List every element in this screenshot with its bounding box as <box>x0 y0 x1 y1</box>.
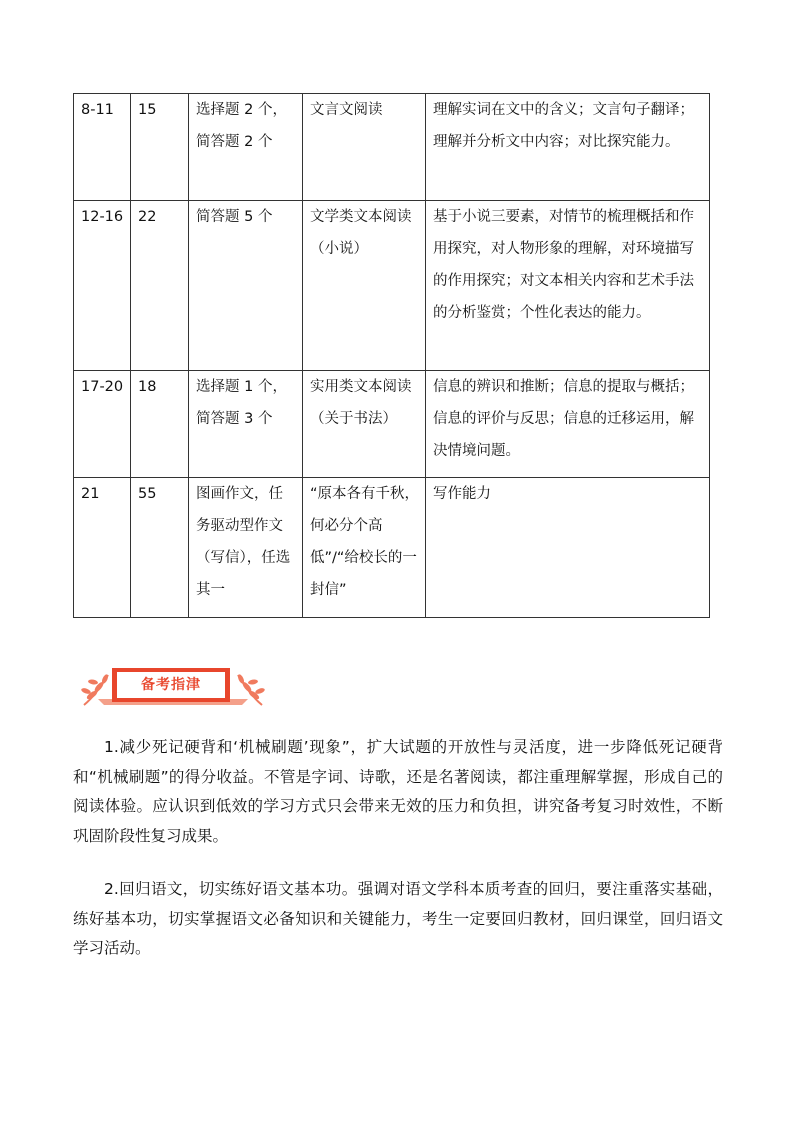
table-row <box>74 478 710 618</box>
question-type-cell: 简答题 5 个 <box>189 201 303 371</box>
ability-cell: 写作能力 <box>426 478 710 618</box>
exam-structure-table <box>73 93 710 618</box>
score-cell: 15 <box>131 94 189 201</box>
section-header <box>78 665 268 709</box>
question-type-cell: 图画作文，任务驱动型作文（写信），任选其一 <box>189 478 303 618</box>
content-cell: “原本各有千秋，何必分个高低”/“给校长的一封信” <box>303 478 426 618</box>
question-number-cell: 12-16 <box>74 201 131 371</box>
score-cell: 18 <box>131 371 189 478</box>
ability-cell: 信息的辨识和推断；信息的提取与概括；信息的评价与反思；信息的迁移运用，解决情境问题。 <box>426 371 710 478</box>
content-cell: 文言文阅读 <box>303 94 426 201</box>
ability-cell: 基于小说三要素，对情节的梳理概括和作用探究，对人物形象的理解，对环境描写的作用探究；对文本相关内容和艺术手法的分析鉴赏；个性化表达的能力。 <box>426 201 710 371</box>
question-number-cell: 21 <box>74 478 131 618</box>
guidance-paragraph-1: 1.减少死记硬背和‘机械刷题’现象”，扩大试题的开放性与灵活度，进一步降低死记硬背和“机械刷题”的得分收益。不管是字词、诗歌，还是名著阅读，都注重理解掌握，形成自己的阅读体验。应认识到低效的学习方式只会带来无效的压力和负担，讲究备考复习时效性，不断巩固阶段性复习成果。 <box>73 738 723 845</box>
question-number-cell: 17-20 <box>74 371 131 478</box>
ability-cell: 理解实词在文中的含义；文言句子翻译；理解并分析文中内容；对比探究能力。 <box>426 94 710 201</box>
content-cell: 实用类文本阅读（关于书法） <box>303 371 426 478</box>
content-cell: 文学类文本阅读（小说） <box>303 201 426 371</box>
question-type-cell: 选择题 2 个，简答题 2 个 <box>189 94 303 201</box>
guidance-paragraph-2: 2.回归语文，切实练好语文基本功。强调对语文学科本质考查的回归，要注重落实基础，练好基本功，切实掌握语文必备知识和关键能力，考生一定要回归教材，回归课堂，回归语文学习活动。 <box>73 880 723 957</box>
question-number-cell: 8-11 <box>74 94 131 201</box>
section-title: 备考指津 <box>141 677 201 693</box>
table-row <box>74 94 710 201</box>
score-cell: 55 <box>131 478 189 618</box>
table-row <box>74 371 710 478</box>
score-cell: 22 <box>131 201 189 371</box>
table-row <box>74 201 710 371</box>
question-type-cell: 选择题 1 个，简答题 3 个 <box>189 371 303 478</box>
